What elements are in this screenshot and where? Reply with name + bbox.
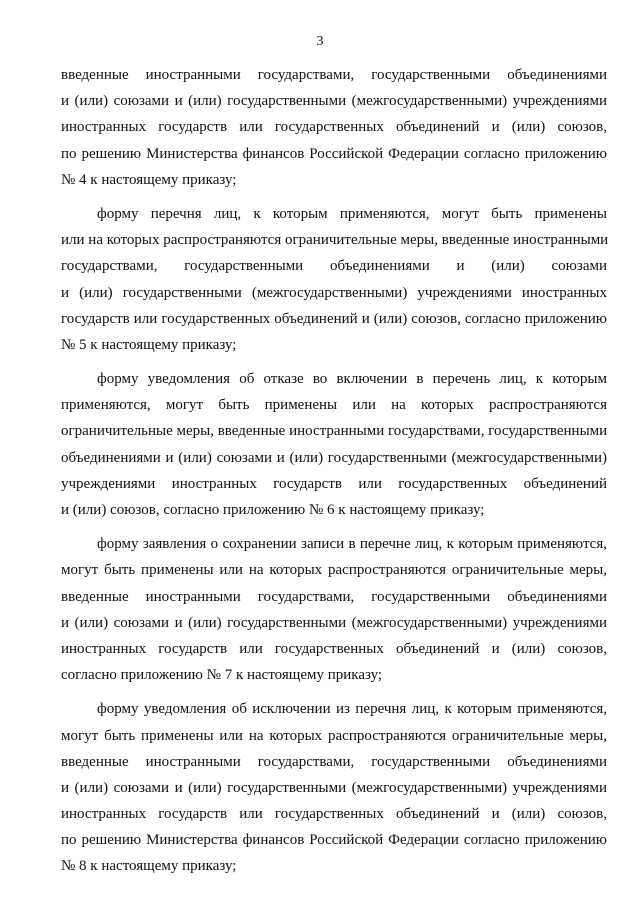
text-line: и (или) союзами и (или) государственными (межгосударственными) учреждениями (61, 614, 607, 631)
text-line: форму уведомления об исключении из перечня лиц, к которым применяются, (97, 701, 607, 718)
text-line: ограничительные меры, введенные иностранными государствами, государственными (61, 423, 608, 440)
text-line: применяются, могут быть применены или на которых распространяются (61, 397, 607, 414)
text-line: № 8 к настоящему приказу; (61, 858, 237, 875)
text-line: введенные иностранными государствами, государственными объединениями (61, 67, 607, 83)
text-line: государств или государственных объединений и (или) союзов, согласно приложению (61, 310, 607, 327)
text-line: и (или) союзами и (или) государственными (межгосударственными) учреждениями (61, 779, 607, 796)
paragraph (61, 201, 607, 358)
paragraph (61, 62, 607, 193)
text-line: форму уведомления об отказе во включении в перечень лиц, к которым (97, 371, 607, 388)
text-line: введенные иностранными государствами, государственными объединениями (61, 753, 607, 770)
text-line: по решению Министерства финансов Российской Федерации согласно приложению (61, 832, 607, 849)
document-body (61, 62, 607, 888)
text-line: и (или) государственными (межгосударственными) учреждениями иностранных (61, 284, 607, 301)
text-line: № 5 к настоящему приказу; (61, 336, 237, 353)
text-line: учреждениями иностранных государств или государственных объединений (61, 475, 607, 492)
text-line: государствами, государственными объединениями и (или) союзами (61, 258, 607, 275)
text-line: или на которых распространяются ограничительные меры, введенные иностранными (61, 232, 609, 249)
text-line: форму заявления о сохранении записи в перечне лиц, к которым применяются, (97, 536, 607, 553)
text-line: могут быть применены или на которых распространяются ограничительные меры, (61, 562, 607, 579)
text-line: могут быть применены или на которых распространяются ограничительные меры, (61, 727, 607, 744)
page-number: 3 (316, 34, 324, 49)
text-line: по решению Министерства финансов Российской Федерации согласно приложению (61, 145, 607, 162)
text-line: согласно приложению № 7 к настоящему приказу; (61, 667, 383, 684)
text-line: иностранных государств или государственных объединений и (или) союзов, (61, 806, 607, 823)
text-line: и (или) союзами и (или) государственными (межгосударственными) учреждениями (61, 93, 607, 110)
text-line: введенные иностранными государствами, государственными объединениями (61, 588, 607, 605)
text-line: объединениями и (или) союзами и (или) государственными (межгосударственными) (61, 449, 607, 466)
paragraph (61, 696, 607, 879)
text-line: иностранных государств или государственных объединений и (или) союзов, (61, 640, 607, 657)
paragraph (61, 366, 607, 523)
paragraph (61, 531, 607, 688)
text-line: № 4 к настоящему приказу; (61, 171, 237, 188)
text-line: и (или) союзов, согласно приложению № 6 к настоящему приказу; (61, 502, 485, 518)
text-line: форму перечня лиц, к которым применяются, могут быть применены (97, 205, 607, 222)
text-line: иностранных государств или государственных объединений и (или) союзов, (61, 119, 607, 136)
